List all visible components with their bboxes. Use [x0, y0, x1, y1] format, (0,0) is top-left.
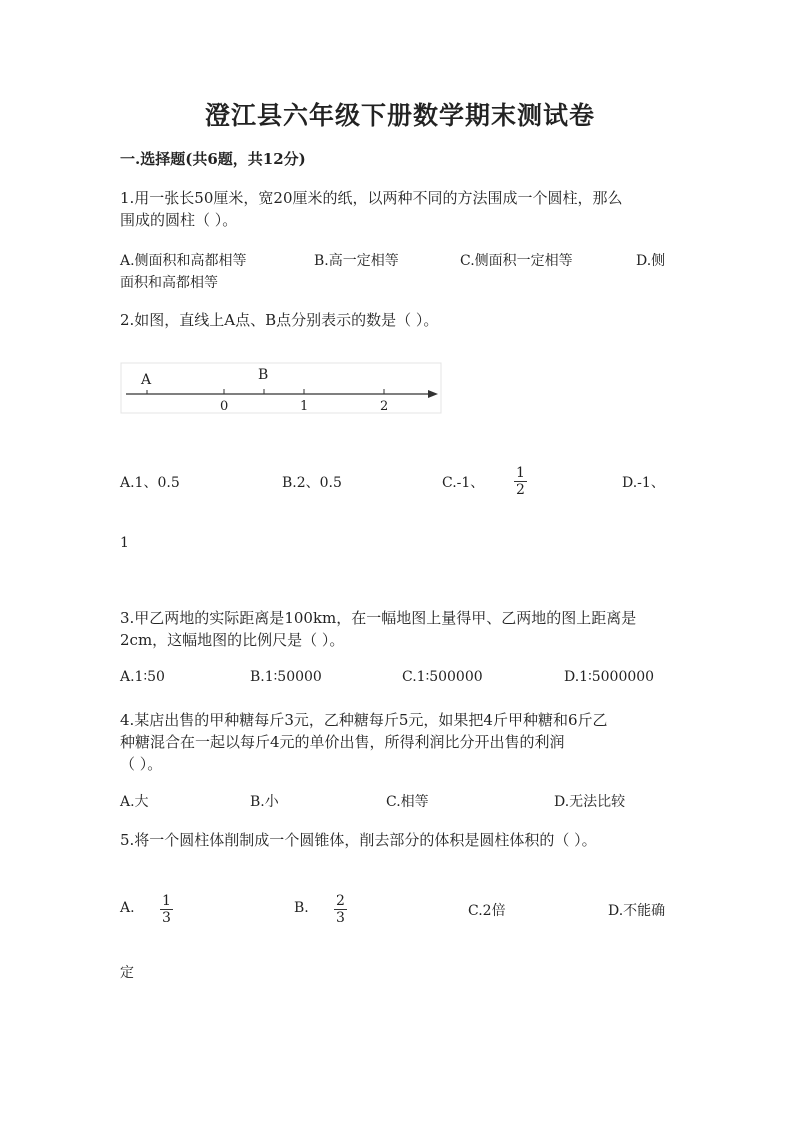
fraction-denominator: 3: [336, 910, 345, 926]
question-5-option-a-fraction: [160, 893, 173, 926]
fraction-numerator: 1: [162, 893, 171, 909]
question-1-line-2: 围成的圆柱（ ）。: [120, 211, 238, 229]
tick-label-0: 0: [220, 399, 229, 414]
question-1-line-1: 1.用一张长50厘米，宽20厘米的纸，以两种不同的方法围成一个圆柱，那么: [120, 189, 623, 207]
question-4-option-a[interactable]: A.大: [120, 794, 149, 810]
question-1-option-b[interactable]: B.高一定相等: [314, 253, 399, 269]
question-5-option-d[interactable]: D.不能确: [608, 903, 666, 919]
number-line-figure: [120, 362, 442, 414]
tick-label-1: 1: [300, 399, 309, 414]
question-4-line-2: 种糖混合在一起以每斤4元的单价出售，所得利润比分开出售的利润: [120, 733, 565, 751]
point-b-label: B: [258, 367, 269, 383]
fraction-numerator: 1: [516, 465, 525, 481]
question-2-option-d[interactable]: D.-1、: [622, 475, 665, 491]
question-5-option-b-fraction: [334, 893, 347, 926]
question-1-option-d-continued: 面积和高都相等: [120, 275, 218, 291]
question-4-option-d[interactable]: D.无法比较: [554, 794, 626, 810]
question-3-option-a[interactable]: A.1∶50: [120, 669, 165, 685]
question-2-option-d-continued: 1: [120, 535, 129, 551]
question-4-line-1: 4.某店出售的甲种糖每斤3元，乙种糖每斤5元，如果把4斤甲种糖和6斤乙: [120, 711, 608, 729]
question-3-line-1: 3.甲乙两地的实际距离是100km，在一幅地图上量得甲、乙两地的图上距离是: [120, 609, 637, 627]
page-title: 澄江县六年级下册数学期末测试卷: [204, 101, 595, 130]
fraction-denominator: 3: [162, 910, 171, 926]
fraction-denominator: 2: [516, 482, 525, 498]
question-5-option-a[interactable]: A.: [120, 900, 135, 916]
question-3-option-d[interactable]: D.1∶5000000: [564, 669, 655, 685]
question-5-option-b[interactable]: B.: [294, 900, 309, 916]
question-2-option-c-fraction: [514, 465, 527, 498]
question-1-option-d[interactable]: D.侧: [636, 253, 666, 269]
question-4-option-c[interactable]: C.相等: [386, 794, 429, 810]
question-1-option-c[interactable]: C.侧面积一定相等: [460, 253, 573, 269]
question-2-option-c[interactable]: C.-1、: [442, 475, 485, 491]
section-heading: 一.选择题(共6题，共12分): [120, 150, 306, 168]
question-3-line-2: 2cm，这幅地图的比例尺是（ ）。: [120, 631, 345, 649]
question-2-option-a[interactable]: A.1、0.5: [120, 475, 180, 491]
question-4-line-3: （ ）。: [120, 755, 163, 773]
question-5-option-c[interactable]: C.2倍: [468, 903, 506, 919]
tick-label-2: 2: [380, 399, 389, 414]
question-2-option-b[interactable]: B.2、0.5: [282, 475, 342, 491]
question-5-text: 5.将一个圆柱体削制成一个圆锥体，削去部分的体积是圆柱体积的（ ）。: [120, 831, 597, 849]
fraction-numerator: 2: [336, 893, 345, 909]
question-5-option-d-continued: 定: [120, 965, 134, 981]
question-2-text: 2.如图，直线上A点、B点分别表示的数是（ ）。: [120, 311, 439, 329]
question-4-option-b[interactable]: B.小: [250, 794, 279, 810]
question-3-option-c[interactable]: C.1∶500000: [402, 669, 483, 685]
question-1-option-a[interactable]: A.侧面积和高都相等: [120, 253, 247, 269]
question-3-option-b[interactable]: B.1∶50000: [250, 669, 322, 685]
point-a-label: A: [141, 372, 152, 388]
